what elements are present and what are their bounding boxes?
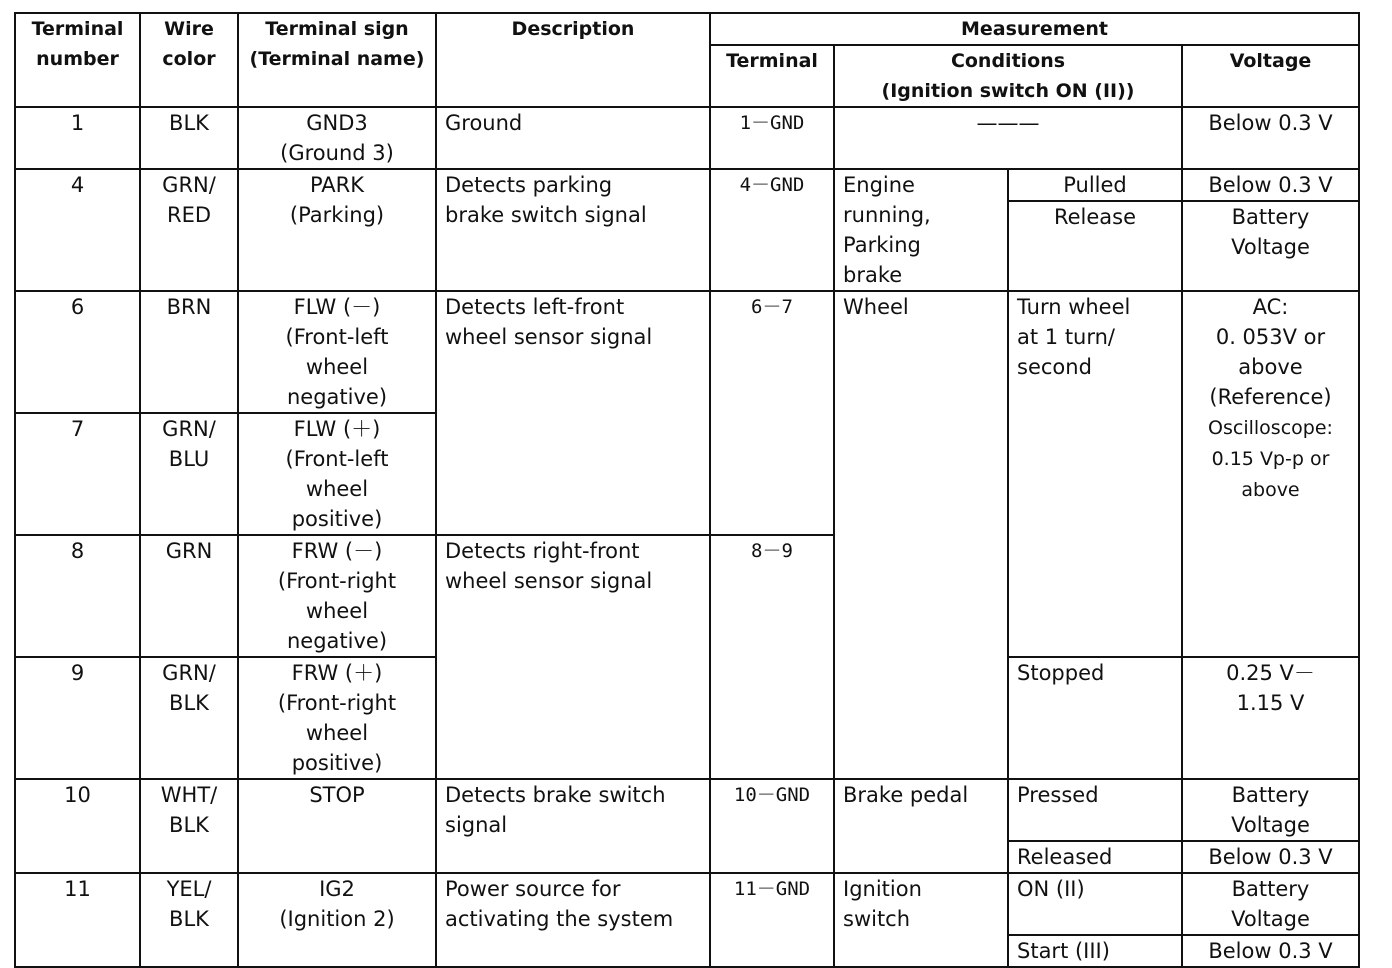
- wire-color: GRN/ BLK: [140, 657, 238, 779]
- terminal-sign: FLW (－) (Front-left wheel negative): [238, 291, 436, 413]
- header-voltage: Voltage: [1182, 45, 1359, 107]
- wire-color: YEL/ BLK: [140, 873, 238, 967]
- voltage-oscilloscope: Oscilloscope: 0.15 Vp-p or above: [1208, 417, 1333, 501]
- terminal-sign: FRW (＋) (Front-right wheel positive): [238, 657, 436, 779]
- terminal-sign: PARK (Parking): [238, 169, 436, 291]
- measurement-terminal: 1－GND: [710, 107, 834, 169]
- terminal-number: 6: [15, 291, 140, 413]
- sub-condition: Turn wheel at 1 turn/ second: [1008, 291, 1182, 657]
- description: Ground: [436, 107, 710, 169]
- table-row: [15, 779, 1359, 841]
- description: Detects right-front wheel sensor signal: [436, 535, 710, 779]
- terminal-sign: FLW (＋) (Front-left wheel positive): [238, 413, 436, 535]
- voltage: 0.25 V－ 1.15 V: [1182, 657, 1359, 779]
- header-terminal-number: Terminal number: [15, 13, 140, 107]
- sub-condition: Released: [1008, 841, 1182, 873]
- header-terminal-sign: Terminal sign (Terminal name): [238, 13, 436, 107]
- terminal-sign: STOP: [238, 779, 436, 873]
- voltage: Battery Voltage: [1182, 201, 1359, 291]
- sub-condition: Pulled: [1008, 169, 1182, 201]
- terminal-sign: IG2 (Ignition 2): [238, 873, 436, 967]
- wire-color: GRN/ BLU: [140, 413, 238, 535]
- wire-color: WHT/ BLK: [140, 779, 238, 873]
- terminal-number: 9: [15, 657, 140, 779]
- terminal-number: 4: [15, 169, 140, 291]
- sub-condition: ON (II): [1008, 873, 1182, 935]
- measurement-terminal: 10－GND: [710, 779, 834, 873]
- voltage: Below 0.3 V: [1182, 935, 1359, 967]
- voltage: Below 0.3 V: [1182, 107, 1359, 169]
- wire-color: GRN: [140, 535, 238, 657]
- measurement-terminal: 11－GND: [710, 873, 834, 967]
- wire-color: BRN: [140, 291, 238, 413]
- condition: Brake pedal: [834, 779, 1008, 873]
- terminal-sign: GND3 (Ground 3): [238, 107, 436, 169]
- wire-color: GRN/ RED: [140, 169, 238, 291]
- header-measurement: Measurement: [710, 13, 1359, 45]
- measurement-terminal: 6－7: [710, 291, 834, 535]
- measurement-terminal: 4－GND: [710, 169, 834, 291]
- table-row: [15, 169, 1359, 201]
- sub-condition: Release: [1008, 201, 1182, 291]
- header-description: Description: [436, 13, 710, 107]
- sub-condition: Pressed: [1008, 779, 1182, 841]
- terminal-table: [14, 12, 1360, 968]
- description: Detects brake switch signal: [436, 779, 710, 873]
- terminal-number: 10: [15, 779, 140, 873]
- measurement-terminal: 8－9: [710, 535, 834, 779]
- header-conditions: Conditions (Ignition switch ON (II)): [834, 45, 1182, 107]
- table-row: [15, 291, 1359, 413]
- voltage: Battery Voltage: [1182, 873, 1359, 935]
- terminal-number: 11: [15, 873, 140, 967]
- description: Detects left-front wheel sensor signal: [436, 291, 710, 535]
- condition: Engine running, Parking brake: [834, 169, 1008, 291]
- voltage-ac: AC: 0. 053V or above (Reference): [1209, 295, 1332, 409]
- wire-color: BLK: [140, 107, 238, 169]
- header-terminal: Terminal: [710, 45, 834, 107]
- condition-dash: ———: [834, 107, 1182, 169]
- terminal-sign: FRW (－) (Front-right wheel negative): [238, 535, 436, 657]
- voltage: [1182, 291, 1359, 657]
- condition: Wheel: [834, 291, 1008, 779]
- condition: Ignition switch: [834, 873, 1008, 967]
- terminal-number: 1: [15, 107, 140, 169]
- table-row: [15, 107, 1359, 169]
- sub-condition: Stopped: [1008, 657, 1182, 779]
- terminal-number: 7: [15, 413, 140, 535]
- voltage: Below 0.3 V: [1182, 841, 1359, 873]
- table-row: [15, 873, 1359, 935]
- description: Power source for activating the system: [436, 873, 710, 967]
- terminal-number: 8: [15, 535, 140, 657]
- header-wire-color: Wire color: [140, 13, 238, 107]
- voltage: Below 0.3 V: [1182, 169, 1359, 201]
- voltage: Battery Voltage: [1182, 779, 1359, 841]
- description: Detects parking brake switch signal: [436, 169, 710, 291]
- sub-condition: Start (III): [1008, 935, 1182, 967]
